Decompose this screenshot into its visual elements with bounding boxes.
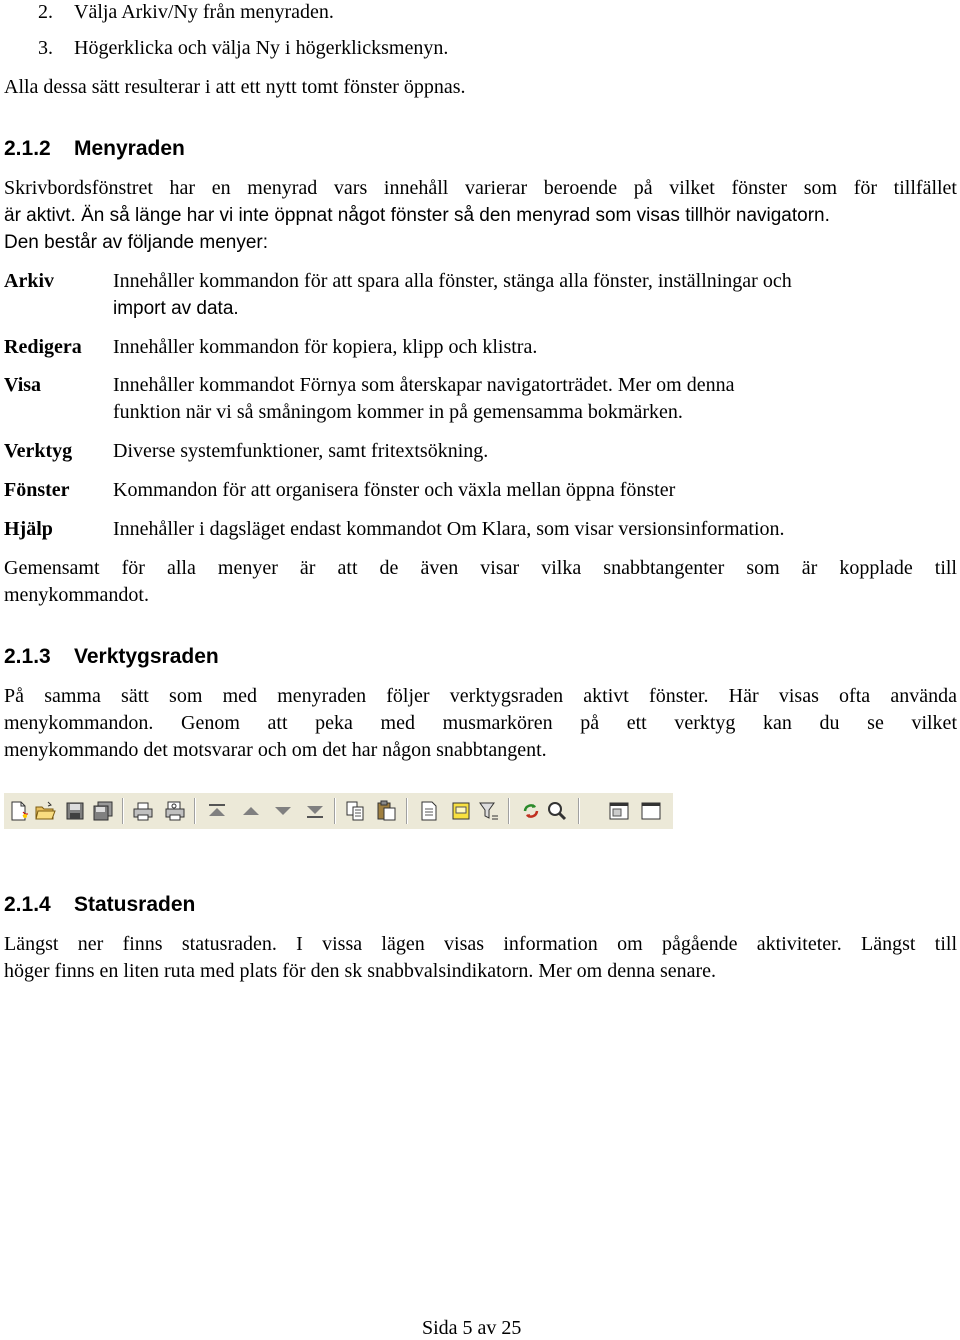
intro-result: Alla dessa sätt resulterar i att ett nytt tomt fönster öppnas. [4,76,466,98]
paragraph-line: Den består av följande menyer: [4,232,269,253]
section-title: Verktygsraden [74,645,219,668]
list-number: 2. [38,1,53,23]
move-down-icon[interactable] [272,800,294,822]
toolbar-separator [508,798,510,824]
new-icon[interactable] [8,800,30,822]
menu-desc-hjalp: Innehåller i dagsläget endast kommandot Om Klara, som visar versionsinformation. [113,518,785,540]
menu-desc-arkiv: Innehåller kommandon för att spara alla fönster, stänga alla fönster, inställningar och [113,270,792,292]
toolbar-screenshot [4,793,673,829]
note-icon[interactable] [450,800,472,822]
paragraph-line: är aktivt. Än så länge har vi inte öppnat något fönster så den menyrad som visas tillhör navigatorn. [4,205,830,226]
search-icon[interactable] [546,800,568,822]
section-number: 2.1.4 [4,893,51,916]
paragraph-line: menykommando det motsvarar och om det har någon snabbtangent. [4,739,547,761]
section-heading-verktygsraden [4,644,219,670]
filter-icon[interactable] [478,800,500,822]
toolbar-separator [194,798,196,824]
menu-desc-arkiv-cont: import av data. [113,298,239,319]
section-title: Statusraden [74,893,196,916]
list-text: Välja Arkiv/Ny från menyraden. [74,1,334,23]
refresh-icon[interactable] [520,800,542,822]
toolbar-separator [334,798,336,824]
toolbar-separator [406,798,408,824]
list-item [38,0,538,24]
menu-desc-visa: Innehåller kommandot Förnya som återskapar navigatorträdet. Mer om denna [113,374,735,396]
print-preview-icon[interactable] [164,800,186,822]
document-icon[interactable] [418,800,440,822]
list-text: Högerklicka och välja Ny i högerklicksmenyn. [74,37,449,59]
menu-term-hjalp: Hjälp [4,518,53,540]
paragraph-line: Gemensamt för alla menyer är att de även visar vilka snabbtangenter som är kopplade till [4,557,957,579]
section-heading-menyraden [4,136,185,162]
move-bottom-icon[interactable] [304,800,326,822]
menu-term-arkiv: Arkiv [4,270,54,292]
menu-desc-verktyg: Diverse systemfunktioner, samt fritextsökning. [113,440,489,462]
menu-desc-redigera: Innehåller kommandon för kopiera, klipp och klistra. [113,336,538,358]
menu-desc-fonster: Kommandon för att organisera fönster och växla mellan öppna fönster [113,479,676,501]
window-icon[interactable] [608,800,630,822]
list-item [38,36,638,60]
paragraph-line: menykommandon. Genom att peka med musmarkören på ett verktyg kan du se vilket [4,712,957,734]
paragraph-line: På samma sätt som med menyraden följer verktygsraden aktivt fönster. Här visas ofta använda [4,685,957,707]
section-title: Menyraden [74,137,185,160]
save-icon[interactable] [64,800,86,822]
toolbar-separator [122,798,124,824]
move-top-icon[interactable] [206,800,228,822]
open-icon[interactable] [34,800,56,822]
toolbar-separator [578,798,580,824]
menu-desc-visa-cont: funktion när vi så småningom kommer in på gemensamma bokmärken. [113,401,683,423]
menu-term-redigera: Redigera [4,336,82,358]
save-all-icon[interactable] [92,800,114,822]
move-up-icon[interactable] [240,800,262,822]
section-number: 2.1.3 [4,645,51,668]
paste-icon[interactable] [376,800,398,822]
paragraph-line: höger finns en liten ruta med plats för den sk snabbvalsindikatorn. Mer om denna senare. [4,960,717,982]
menu-term-visa: Visa [4,374,42,396]
page-number: Sida 5 av 25 [422,1317,522,1339]
copy-icon[interactable] [344,800,366,822]
list-number: 3. [38,37,53,59]
paragraph-line: Skrivbordsfönstret har en menyrad vars innehåll varierar beroende på vilket fönster som för tillfället [4,177,957,199]
windows-icon[interactable] [640,800,662,822]
paragraph-line: menykommandot. [4,584,149,606]
section-heading-statusraden [4,892,195,918]
menu-term-fonster: Fönster [4,479,70,501]
menu-term-verktyg: Verktyg [4,440,73,462]
print-icon[interactable] [132,800,154,822]
section-number: 2.1.2 [4,137,51,160]
paragraph-line: Längst ner finns statusraden. I vissa lägen visas information om pågående aktiviteter. Längst till [4,933,957,955]
